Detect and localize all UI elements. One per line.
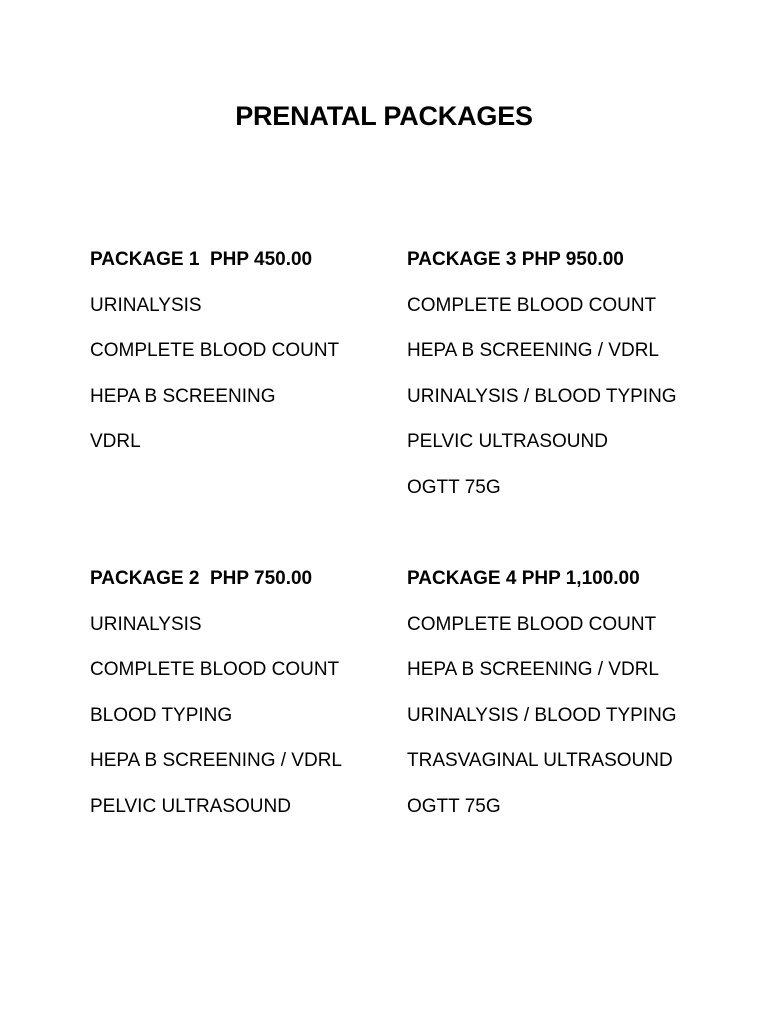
package-item: BLOOD TYPING (90, 704, 233, 726)
package-item: OGTT 75G (407, 795, 501, 817)
package-item: HEPA B SCREENING / VDRL (407, 340, 659, 361)
package-heading: PACKAGE 4 PHP 1,100.00 (407, 568, 640, 589)
page-title: PRENATAL PACKAGES (235, 101, 533, 131)
package-heading: PACKAGE 1 PHP 450.00 (90, 249, 313, 270)
package-item: HEPA B SCREENING (90, 385, 276, 407)
package-item: URINALYSIS (90, 613, 202, 635)
package-item: URINALYSIS / BLOOD TYPING (407, 385, 677, 407)
package-heading: PACKAGE 3 PHP 950.00 (407, 249, 624, 270)
package-item: OGTT 75G (407, 476, 501, 498)
package-item: COMPLETE BLOOD COUNT (90, 340, 340, 361)
package-item: COMPLETE BLOOD COUNT (407, 613, 657, 635)
package-item: HEPA B SCREENING / VDRL (90, 750, 342, 771)
package-item: VDRL (90, 431, 141, 452)
package-2 (90, 565, 430, 838)
package-item: COMPLETE BLOOD COUNT (90, 659, 340, 680)
package-item: PELVIC ULTRASOUND (90, 795, 291, 817)
package-item: URINALYSIS (90, 294, 202, 316)
package-item: URINALYSIS / BLOOD TYPING (407, 704, 677, 726)
package-3 (407, 246, 747, 519)
package-item: HEPA B SCREENING / VDRL (407, 659, 659, 680)
package-1 (90, 246, 430, 474)
package-heading: PACKAGE 2 PHP 750.00 (90, 568, 313, 589)
package-4 (407, 565, 747, 838)
package-item: PELVIC ULTRASOUND (407, 431, 608, 452)
package-item: COMPLETE BLOOD COUNT (407, 294, 657, 316)
package-item: TRASVAGINAL ULTRASOUND (407, 750, 673, 771)
